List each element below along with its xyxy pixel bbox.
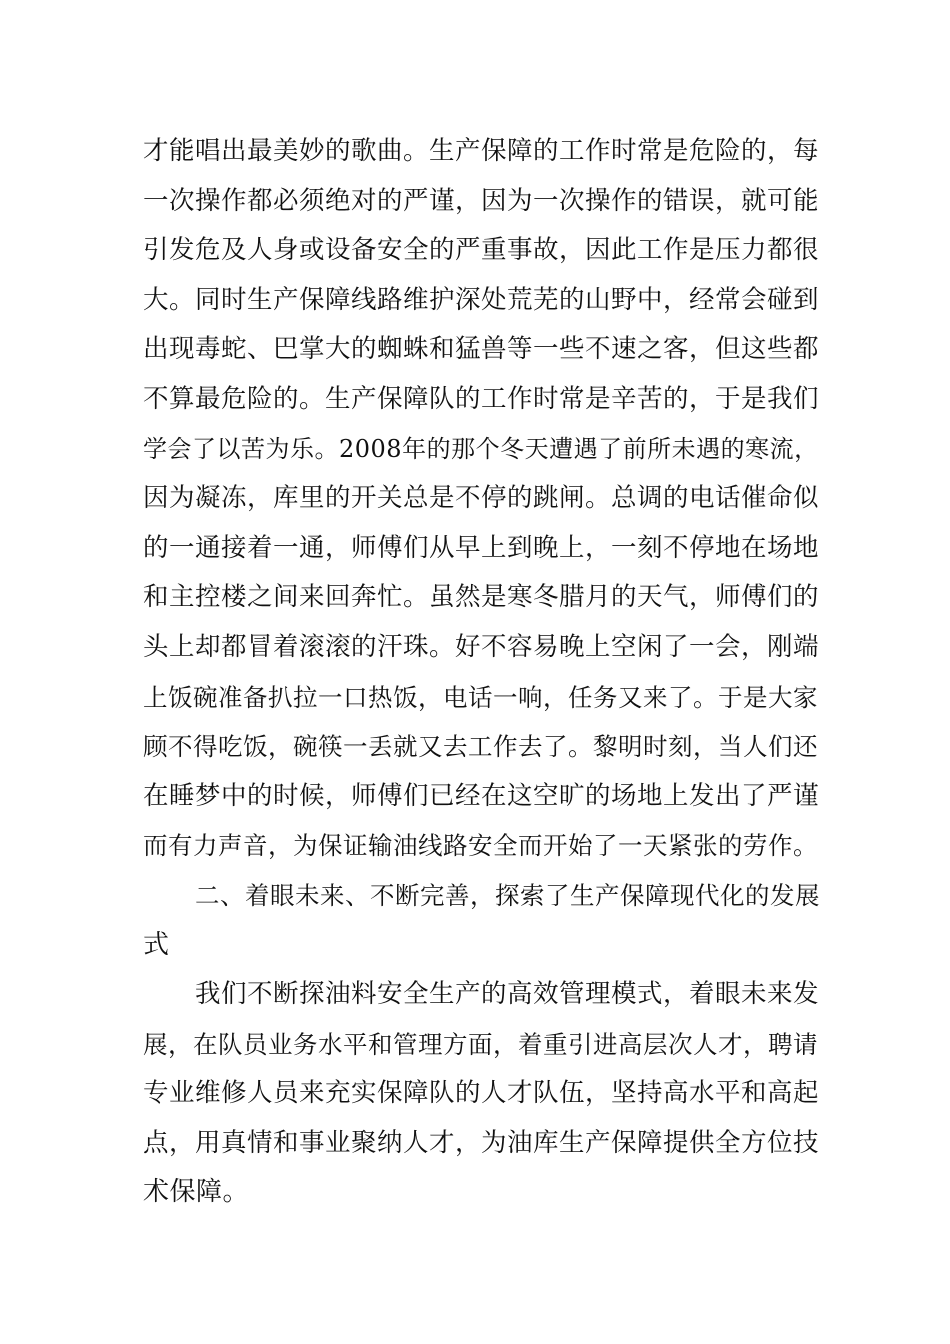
text-line: 我们不断探油料安全生产的高效管理模式，着眼未来发 [195,979,820,1010]
body-text [143,127,823,1218]
text-line: 点，用真情和事业聚纳人才，为油库生产保障提供全方位技 [143,1127,820,1158]
text-line: 术保障。 [143,1177,250,1208]
text-line: 和主控楼之间来回奔忙。虽然是寒冬腊月的天气，师傅们的 [143,582,820,613]
text-line: 展，在队员业务水平和管理方面，着重引进高层次人才，聘请 [143,1029,818,1059]
text-line: 的一通接着一通，师傅们从早上到晚上，一刻不停地在场地 [143,532,820,563]
text-line: 学会了以苦为乐。2008年的那个冬天遭遇了前所未遇的寒流， [143,434,819,463]
text-line: 出现毒蛇、巴掌大的蜘蛛和猛兽等一些不速之客，但这些都 [143,334,820,365]
section-heading-continued: 式 [143,929,170,960]
text-line: 上饭碗准备扒拉一口热饭，电话一响，任务又来了。于是大家 [143,682,818,712]
text-line: 专业维修人员来充实保障队的人才队伍，坚持高水平和高起 [143,1078,820,1109]
text-line: 头上却都冒着滚滚的汗珠。好不容易晚上空闲了一会，刚端 [143,631,820,662]
section-heading: 二、着眼未来、不断完善，探索了生产保障现代化的发展 [195,880,820,910]
text-line: 在睡梦中的时候，师傅们已经在这空旷的场地上发出了严谨 [143,780,820,811]
text-line: 而有力声音，为保证输油线路安全而开始了一天紧张的劳作。 [143,831,818,861]
text-line: 因为凝冻，库里的开关总是不停的跳闸。总调的电话催命似 [143,483,820,514]
text-line: 引发危及人身或设备安全的严重事故，因此工作是压力都很 [143,235,820,266]
text-line: 大。同时生产保障线路维护深处荒芜的山野中，经常会碰到 [143,284,820,315]
text-line: 不算最危险的。生产保障队的工作时常是辛苦的，于是我们 [143,383,820,414]
text-line: 才能唱出最美妙的歌曲。生产保障的工作时常是危险的，每 [143,136,820,166]
text-line: 一次操作都必须绝对的严谨，因为一次操作的错误，就可能 [143,185,820,216]
text-line: 顾不得吃饭，碗筷一丢就又去工作去了。黎明时刻，当人们还 [143,732,818,762]
